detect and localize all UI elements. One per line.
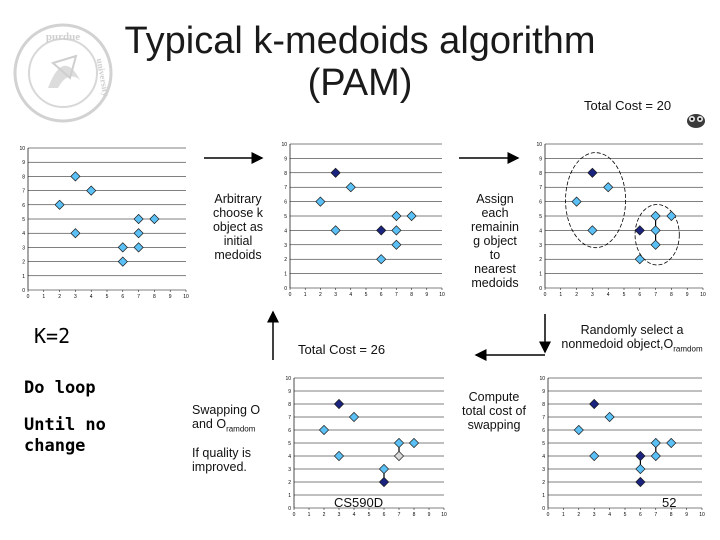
y-tick-label: 4 (542, 454, 545, 460)
note-assign: Assign each remainin g object to nearest medoids (471, 192, 519, 290)
x-tick-label: 1 (42, 294, 46, 300)
x-tick-label: 6 (638, 292, 642, 298)
y-tick-label: 0 (284, 286, 287, 292)
y-tick-label: 4 (539, 228, 542, 235)
x-tick-label: 1 (559, 292, 563, 298)
x-tick-label: 1 (562, 512, 565, 518)
until-label: Until no change (24, 415, 106, 456)
x-tick-label: 5 (364, 292, 368, 298)
y-tick-label: 10 (285, 376, 291, 382)
y-tick-label: 9 (284, 156, 287, 163)
y-tick-label: 6 (22, 202, 25, 209)
y-tick-label: 3 (284, 242, 287, 249)
y-tick-label: 5 (288, 441, 291, 447)
y-tick-label: 9 (542, 389, 545, 395)
x-tick-label: 9 (685, 512, 688, 518)
y-tick-label: 8 (284, 170, 287, 177)
x-tick-label: 8 (412, 512, 416, 518)
x-tick-label: 8 (410, 292, 413, 298)
y-tick-label: 3 (288, 467, 291, 473)
y-tick-label: 8 (542, 402, 545, 408)
y-tick-label: 0 (539, 286, 542, 292)
y-tick-label: 5 (22, 217, 25, 223)
y-tick-label: 3 (22, 245, 25, 252)
x-tick-label: 10 (183, 294, 189, 300)
x-tick-label: 3 (334, 292, 337, 298)
x-tick-label: 1 (307, 512, 311, 518)
x-tick-label: 4 (606, 292, 610, 298)
total-cost-top: Total Cost = 20 (584, 98, 672, 113)
y-tick-label: 0 (288, 506, 291, 512)
y-tick-label: 2 (284, 257, 287, 264)
x-tick-label: 9 (427, 512, 431, 518)
note-compute-cost: Compute total cost of swapping (462, 390, 526, 432)
x-tick-label: 7 (654, 292, 657, 298)
y-tick-label: 4 (288, 454, 291, 460)
y-tick-label: 7 (542, 415, 545, 421)
x-tick-label: 2 (575, 292, 578, 298)
x-tick-label: 3 (592, 512, 596, 518)
y-tick-label: 8 (539, 170, 542, 177)
x-tick-label: 8 (669, 512, 673, 518)
x-tick-label: 6 (379, 292, 383, 298)
y-tick-label: 1 (539, 271, 542, 278)
y-tick-label: 1 (288, 493, 291, 499)
y-tick-label: 9 (288, 389, 291, 395)
x-tick-label: 10 (441, 512, 447, 518)
x-tick-label: 5 (367, 512, 371, 518)
note-random-select: Randomly select a nonmedoid $object,O_{ramdom}$ (561, 323, 703, 354)
x-tick-label: 10 (700, 292, 706, 298)
footer-course: CS590D (334, 495, 384, 510)
y-tick-label: 10 (281, 142, 287, 148)
y-tick-label: 7 (288, 415, 291, 421)
x-tick-label: 1 (303, 292, 307, 298)
x-tick-label: 7 (654, 512, 658, 518)
y-tick-label: 2 (288, 480, 291, 486)
y-tick-label: 1 (542, 493, 545, 499)
y-tick-label: 6 (539, 199, 542, 206)
x-tick-label: 2 (319, 292, 322, 298)
svg-text:university: university (94, 57, 112, 98)
y-tick-label: 9 (539, 156, 542, 163)
note-arbitrary: Arbitrary choose k object as initial medoids (212, 192, 264, 262)
x-tick-label: 0 (543, 292, 547, 298)
y-tick-label: 6 (288, 428, 291, 434)
x-tick-label: 8 (153, 294, 156, 300)
y-tick-label: 2 (539, 257, 542, 264)
x-tick-label: 9 (168, 294, 172, 300)
x-tick-label: 9 (425, 292, 429, 298)
x-tick-label: 0 (288, 292, 292, 298)
x-tick-label: 0 (292, 512, 296, 518)
y-tick-label: 7 (284, 185, 287, 192)
y-tick-label: 5 (284, 214, 287, 220)
y-tick-label: 2 (22, 259, 25, 266)
x-tick-label: 5 (105, 294, 109, 300)
note-swapping: Swapping O and $O_{ramdom}$ If quality is improved. (192, 403, 261, 474)
y-tick-label: 7 (539, 185, 542, 192)
y-tick-label: 10 (536, 142, 542, 148)
y-tick-label: 1 (22, 273, 25, 280)
y-tick-label: 5 (542, 441, 545, 447)
y-tick-label: 5 (539, 214, 542, 220)
k-label: K=2 (34, 324, 71, 348)
x-tick-label: 3 (74, 294, 77, 300)
y-tick-label: 7 (22, 188, 25, 195)
total-cost-mid: Total Cost = 26 (298, 342, 386, 357)
x-tick-label: 9 (685, 292, 689, 298)
title-line-1: Typical k-medoids algorithm (124, 20, 596, 62)
y-tick-label: 2 (542, 480, 545, 486)
y-tick-label: 8 (288, 402, 291, 408)
x-tick-label: 0 (546, 512, 550, 518)
y-tick-label: 3 (542, 467, 545, 473)
page-number: 52 (662, 495, 677, 510)
x-tick-label: 5 (623, 512, 627, 518)
x-tick-label: 6 (639, 512, 642, 518)
y-tick-label: 4 (284, 228, 287, 235)
y-tick-label: 9 (22, 160, 25, 167)
do-loop-label: Do loop (24, 378, 96, 398)
svg-text:purdue: purdue (45, 31, 81, 43)
x-tick-label: 6 (382, 512, 386, 518)
x-tick-label: 8 (670, 292, 673, 298)
x-tick-label: 7 (395, 292, 398, 298)
y-tick-label: 10 (539, 376, 545, 382)
x-tick-label: 2 (58, 294, 61, 300)
y-tick-label: 0 (22, 288, 25, 294)
x-tick-label: 4 (349, 292, 353, 298)
y-tick-label: 0 (542, 506, 545, 512)
title-line-2: (PAM) (307, 62, 413, 104)
y-tick-label: 3 (539, 242, 542, 249)
x-tick-label: 3 (591, 292, 594, 298)
x-tick-label: 2 (322, 512, 326, 518)
y-tick-label: 1 (284, 271, 287, 278)
x-tick-label: 7 (137, 294, 140, 300)
x-tick-label: 3 (337, 512, 341, 518)
x-tick-label: 4 (352, 512, 356, 518)
y-tick-label: 4 (22, 231, 25, 238)
x-tick-label: 5 (622, 292, 626, 298)
x-tick-label: 6 (121, 294, 125, 300)
y-tick-label: 10 (19, 146, 25, 152)
x-tick-label: 4 (608, 512, 611, 518)
x-tick-label: 7 (397, 512, 401, 518)
y-tick-label: 6 (284, 199, 287, 206)
y-tick-label: 8 (22, 174, 25, 181)
x-tick-label: 10 (439, 292, 445, 298)
x-tick-label: 0 (26, 294, 30, 300)
y-tick-label: 6 (542, 428, 545, 434)
x-tick-label: 10 (699, 512, 705, 518)
x-tick-label: 4 (89, 294, 93, 300)
x-tick-label: 2 (577, 512, 581, 518)
